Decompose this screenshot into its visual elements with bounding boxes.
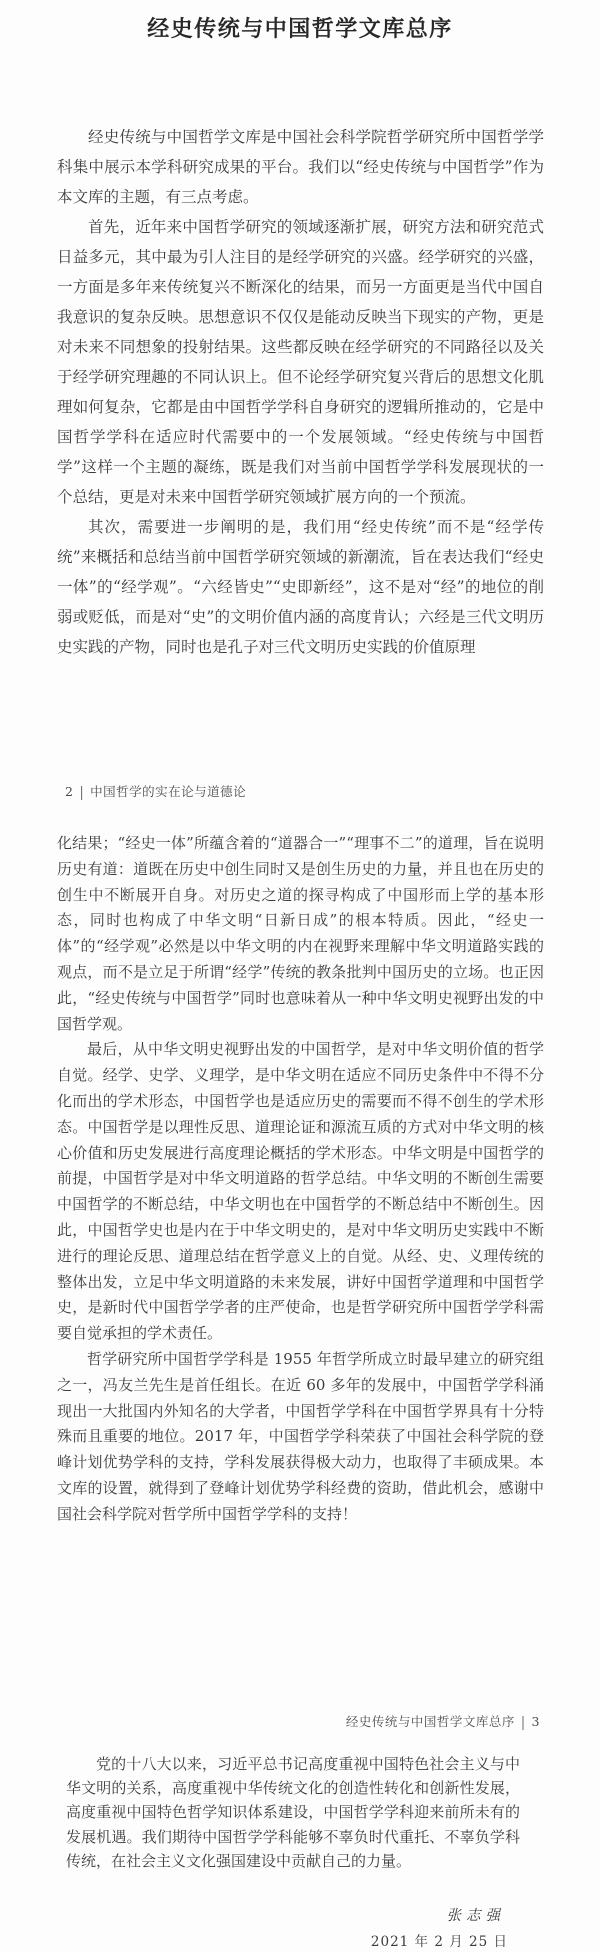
page2-number: 2 <box>65 784 74 799</box>
page3-number: 3 <box>531 1714 540 1729</box>
page2-running-title: 中国哲学的实在论与道德论 <box>90 784 247 799</box>
page2-running-head <box>65 782 246 800</box>
page3-body <box>66 1752 520 1873</box>
paragraph-intro: 经史传统与中国哲学文库是中国社会科学院哲学研究所中国哲学学科集中展示本学科研究成果的平台。我们以“经史传统与中国哲学”作为本文库的主题，有三点考虑。 <box>57 128 544 206</box>
document-title: 经史传统与中国哲学文库总序 <box>147 16 453 42</box>
page2-body <box>57 831 544 1528</box>
date-line: 2021 年 2 月 25 日 <box>370 1934 508 1950</box>
paragraph-first-point: 首先，近年来中国哲学研究的领域逐渐扩展，研究方法和研究范式日益多元，其中最为引人注目的是经学研究的兴盛。经学研究的兴盛，一方面是多年来传统复兴不断深化的结果，而另一方面更是当代中国自我意识的复杂反映。思想意识不仅仅是能动反映当下现实的产物，更是对未来不同想象的投射结果。这些都反映在经学研究的不同路径以及关于经学研究理趣的不同认识上。但不论经学研究复兴背后的思想文化肌理如何复杂，它都是由中国哲学学科自身研究的逻辑所推动的，它是中国哲学学科在适应时代需要中的一个发展领域。“经史传统与中国哲学”这样一个主题的凝练，既是我们对当前中国哲学学科发展现状的一个总结，更是对未来中国哲学研究领域扩展方向的一个预流。 <box>57 218 544 506</box>
page1-body <box>57 122 544 662</box>
paragraph-closing: 党的十八大以来，习近平总书记高度重视中国特色社会主义与中华文明的关系，高度重视中华传统文化的创造性转化和创新性发展，高度重视中国特色哲学知识体系建设，中国哲学学科迎来前所未有的发展机遇。我们期待中国哲学学科能够不辜负时代重托、不辜负学科传统，在社会主义文化强国建设中贡献自己的力量。 <box>66 1755 520 1870</box>
paragraph-third-point: 最后，从中华文明史视野出发的中国哲学，是对中华文明价值的哲学自觉。经学、史学、义理学，是中华文明在适应不同历史条件中不得不分化而出的学术形态，中国哲学也是适应历史的需要而不得不创生的学术形态。中国哲学是以理性反思、道理论证和源流互质的方式对中华文明的核心价值和历史发展进行高度理论概括的学术形态。中华文明是中国哲学的前提，中国哲学是对中华文明道路的哲学总结。中华文明的不断创生需要中国哲学的不断总结，中华文明也在中国哲学的不断总结中不断创生。因此，中国哲学史也是内在于中华文明史的，是对中华文明历史实践中不断进行的理论反思、道理总结在哲学意义上的自觉。从经、史、义理传统的整体出发，立足中华文明道路的未来发展，讲好中国哲学道理和中国哲学史，是新时代中国哲学学者的庄严使命，也是哲学研究所中国哲学学科需要自觉承担的学术责任。 <box>57 1040 544 1343</box>
running-head-divider: | <box>79 782 85 801</box>
paragraph-second-point-continued: 化结果；“经史一体”所蕴含着的“道器合一”“理事不二”的道理，旨在说明历史有道：道既在历史中创生同时又是创生历史的力量，并且也在历史的创生中不断展开自身。对历史之道的探寻构成了中国形而上学的基本形态，同时也构成了中华文明“日新日成”的根本特质。因此，“经史一体”的“经学观”必然是以中华文明的内在视野来理解中华文明道路实践的观点，而不是立足于所谓“经学”传统的教条批判中国历史的立场。也正因此，“经史传统与中国哲学”同时也意味着从一种中华文明史视野出发的中国哲学观。 <box>57 834 544 1033</box>
paragraph-second-point: 其次，需要进一步阐明的是，我们用“经史传统”而不是“经学传统”来概括和总结当前中国哲学研究领域的新潮流，旨在表达我们“经史一体”的“经学观”。“六经皆史”“史即新经”，这不是对“经”的地位的削弱或贬低，而是对“史”的文明价值内涵的高度肯认；六经是三代文明历史实践的产物，同时也是孔子对三代文明历史实践的价值原理 <box>57 518 544 656</box>
paragraph-discipline-history: 哲学研究所中国哲学学科是 1955 年哲学所成立时最早建立的研究组之一，冯友兰先生是首任组长。在近 60 多年的发展中，中国哲学学科涌现出一大批国内外知名的大学者，中国哲学学科在中国哲学界具有十分特殊而且重要的地位。2017 年，中国哲学学科荣获了中国社会科学院的登峰计划优势学科的支持，学科发展获得极大动力，也取得了丰硕成果。本文库的设置，就得到了登峰计划优势学科经费的资助，借此机会，感谢中国社会科学院对哲学所中国哲学学科的支持！ <box>57 1349 544 1523</box>
page3-running-head <box>346 1712 540 1730</box>
page3-running-title: 经史传统与中国哲学文库总序 <box>345 1714 515 1729</box>
running-head-divider: | <box>520 1712 526 1731</box>
author-signature: 张志强 <box>446 1908 505 1924</box>
